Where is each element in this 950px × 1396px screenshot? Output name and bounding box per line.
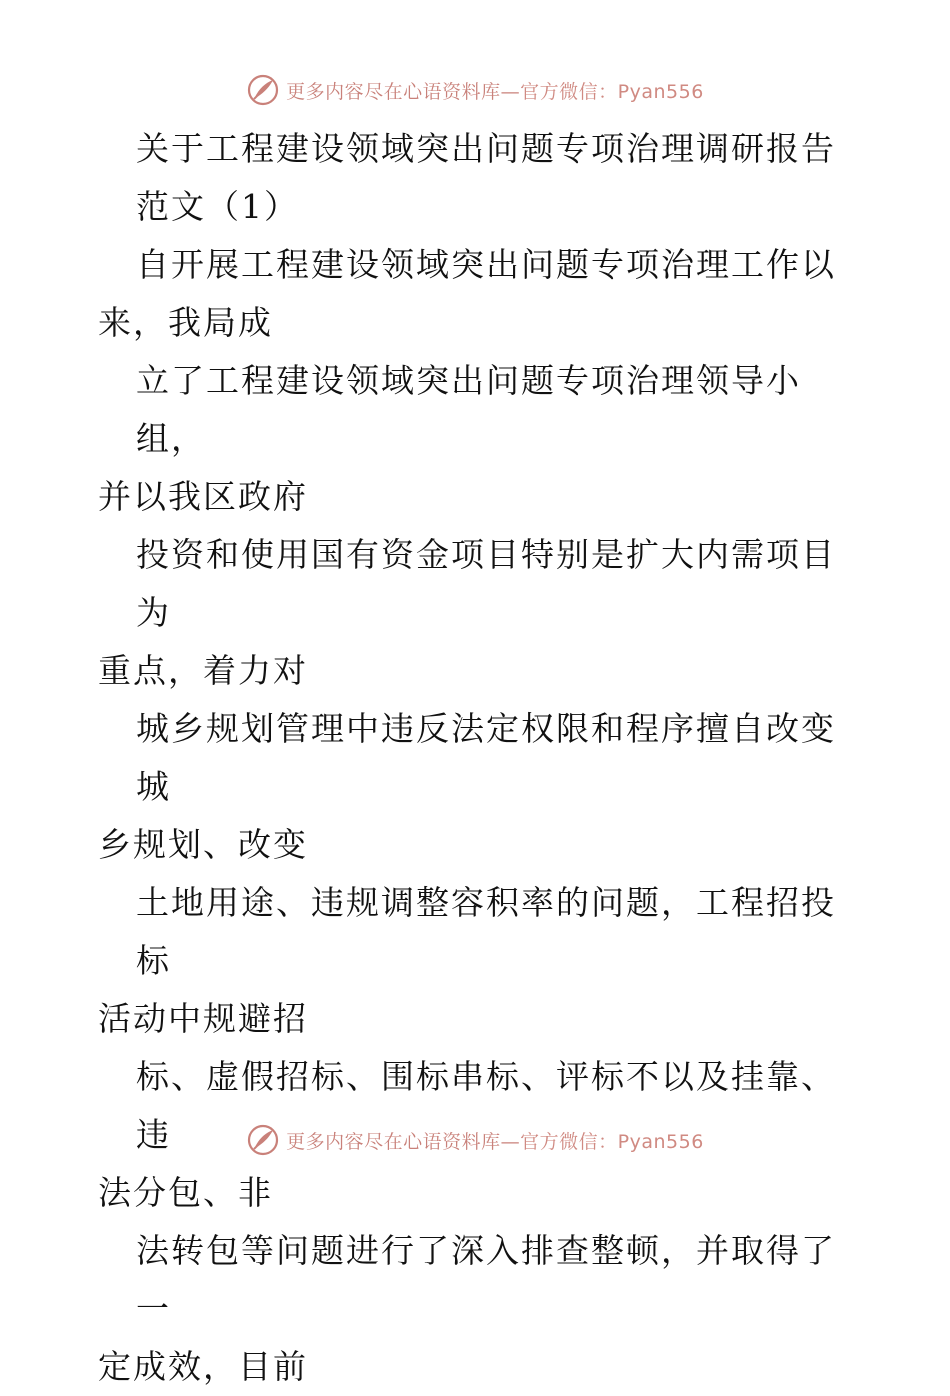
paragraph-line-2: 并以我区政府 bbox=[98, 477, 308, 516]
paragraph-line-1: 自开展工程建设领域突出问题专项治理工作以 bbox=[136, 245, 836, 284]
paragraph-line-1: 土地用途、违规调整容积率的问题，工程招投标 bbox=[136, 883, 836, 980]
paragraph bbox=[98, 700, 858, 874]
paragraph-line-1: 城乡规划管理中违反法定权限和程序擅自改变城 bbox=[136, 709, 836, 806]
watermark-text bbox=[286, 1127, 704, 1154]
paragraph-line-2: 定成效，目前 bbox=[98, 1347, 308, 1386]
title-line-1: 关于工程建设领域突出问题专项治理调研报告 bbox=[136, 129, 836, 168]
feather-pen-logo-icon bbox=[246, 73, 280, 107]
paragraph-line-2: 活动中规避招 bbox=[98, 999, 308, 1038]
watermark-site: 更多内容尽在心语资料库 bbox=[286, 1130, 501, 1153]
watermark-separator: — bbox=[500, 1130, 521, 1153]
document-title bbox=[98, 120, 858, 236]
watermark-wechat: 官方微信：Pyan556 bbox=[520, 80, 704, 103]
paragraph-line-2: 乡规划、改变 bbox=[98, 825, 308, 864]
feather-pen-logo-icon bbox=[246, 1123, 280, 1157]
document-body bbox=[98, 120, 858, 1396]
paragraph-line-1: 标、虚假招标、围标串标、评标不以及挂靠、违 bbox=[136, 1057, 836, 1154]
paragraph-line-2: 法分包、非 bbox=[98, 1173, 273, 1212]
paragraph bbox=[98, 526, 858, 700]
paragraph bbox=[98, 1222, 858, 1396]
footer-watermark bbox=[0, 1120, 950, 1160]
paragraph-line-1: 投资和使用国有资金项目特别是扩大内需项目为 bbox=[136, 535, 836, 632]
paragraph bbox=[98, 352, 858, 526]
paragraph-line-2: 来，我局成 bbox=[98, 303, 273, 342]
watermark-site: 更多内容尽在心语资料库 bbox=[286, 80, 501, 103]
paragraph-line-1: 法转包等问题进行了深入排查整顿，并取得了一 bbox=[136, 1231, 836, 1328]
title-line-2: 范文（1） bbox=[136, 187, 299, 226]
paragraph-line-2: 重点，着力对 bbox=[98, 651, 308, 690]
paragraph bbox=[98, 236, 858, 352]
watermark-separator: — bbox=[500, 80, 521, 103]
watermark-wechat: 官方微信：Pyan556 bbox=[520, 1130, 704, 1153]
header-watermark bbox=[0, 70, 950, 110]
watermark-text bbox=[286, 77, 704, 104]
paragraph bbox=[98, 874, 858, 1048]
paragraph-line-1: 立了工程建设领域突出问题专项治理领导小组， bbox=[136, 361, 801, 458]
